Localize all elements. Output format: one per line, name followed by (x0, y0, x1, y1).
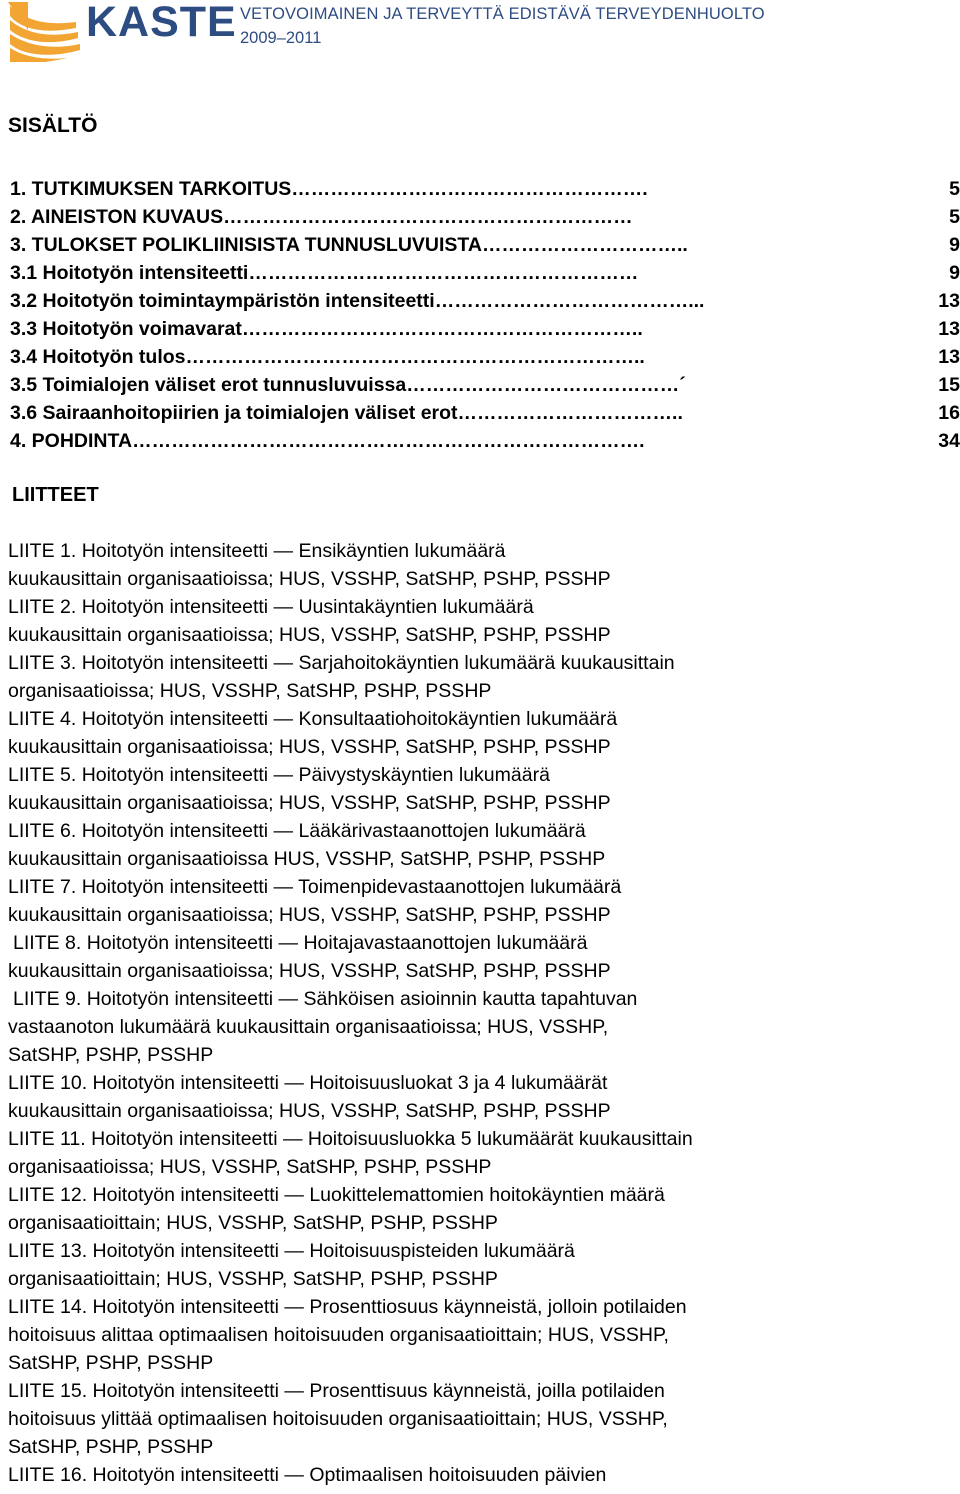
toc-item-page: 13 (938, 290, 960, 312)
toc-item-label: 1. TUTKIMUKSEN TARKOITUS………………………………………………. (10, 178, 648, 200)
appendix-line: SatSHP, PSHP, PSSHP (8, 1436, 214, 1458)
kaste-logo (6, 0, 237, 62)
appendix-line: vastaanoton lukumäärä kuukausittain organisaatioissa; HUS, VSSHP, (8, 1016, 609, 1038)
appendix-line: kuukausittain organisaatioissa; HUS, VSSHP, SatSHP, PSHP, PSSHP (8, 1100, 611, 1122)
appendix-line: Hoitotyön intensiteetti — Ensikäyntien lukumäärä (81, 540, 506, 562)
appendix-id: LIITE 5. (8, 764, 77, 786)
appendix-line: kuukausittain organisaatioissa HUS, VSSHP, SatSHP, PSHP, PSSHP (8, 848, 606, 870)
appendix-line: hoitoisuus alittaa optimaalisen hoitoisuuden organisaatioittain; HUS, VSSHP, (8, 1324, 669, 1346)
toc-item-page: 15 (938, 374, 960, 396)
toc-item[interactable] (10, 399, 960, 427)
toc-item-label: 4. POHDINTA……………………………………………………………………. (10, 430, 645, 452)
appendix-line: Hoitotyön intensiteetti — Sarjahoitokäyntien lukumäärä kuukausittain (81, 652, 675, 674)
toc-item[interactable] (10, 315, 960, 343)
appendix-line: organisaatioittain; HUS, VSSHP, SatSHP, PSHP, PSSHP (8, 1212, 498, 1234)
page-header (0, 0, 960, 64)
appendix-id: LIITE 14. (8, 1296, 88, 1318)
appendix-id: LIITE 16. (8, 1464, 88, 1486)
toc-item-label: 3.3 Hoitotyön voimavarat…………………………………………………….. (10, 318, 643, 340)
appendix-line: Hoitotyön intensiteetti — Konsultaatiohoitokäyntien lukumäärä (81, 708, 618, 730)
toc-item-page: 5 (949, 206, 960, 228)
toc-item-page: 13 (938, 318, 960, 340)
appendix-line: kuukausittain organisaatioissa; HUS, VSSHP, SatSHP, PSHP, PSSHP (8, 568, 611, 590)
appendix-line: organisaatioittain; HUS, VSSHP, SatSHP, PSHP, PSSHP (8, 1268, 498, 1290)
appendix-item[interactable] (8, 1181, 953, 1237)
appendix-line: Hoitotyön intensiteetti — Hoitoisuusluokat 3 ja 4 lukumäärät (92, 1072, 608, 1094)
appendix-line: kuukausittain organisaatioissa; HUS, VSSHP, SatSHP, PSHP, PSSHP (8, 736, 611, 758)
appendix-line: Hoitotyön intensiteetti — Toimenpidevastaanottojen lukumäärä (81, 876, 622, 898)
toc-item[interactable] (10, 287, 960, 315)
appendix-item[interactable] (8, 1293, 953, 1377)
appendix-item[interactable] (8, 649, 953, 705)
appendix-id: LIITE 10. (8, 1072, 88, 1094)
appendix-id: LIITE 2. (8, 596, 77, 618)
toc-item[interactable] (10, 203, 960, 231)
toc-item[interactable] (10, 175, 960, 203)
toc-item-label: 2. AINEISTON KUVAUS……………………………………………………… (10, 206, 633, 228)
appendix-line: organisaatioissa; HUS, VSSHP, SatSHP, PSHP, PSSHP (8, 1156, 492, 1178)
appendix-line: SatSHP, PSHP, PSSHP (8, 1352, 214, 1374)
appendix-item[interactable] (8, 761, 953, 817)
appendix-item[interactable] (8, 705, 953, 761)
appendix-line: Hoitotyön intensiteetti — Prosenttiosuus käynneistä, jolloin potilaiden (92, 1296, 687, 1318)
appendix-line: kuukausittain organisaatioissa; HUS, VSSHP, SatSHP, PSHP, PSSHP (8, 904, 611, 926)
toc-item-page: 5 (949, 178, 960, 200)
appendix-item[interactable] (8, 593, 953, 649)
appendix-list (8, 537, 953, 1489)
appendix-item[interactable] (8, 1377, 953, 1461)
appendix-item[interactable] (8, 1125, 953, 1181)
appendix-item[interactable] (8, 1237, 953, 1293)
appendix-line: kuukausittain organisaatioissa; HUS, VSSHP, SatSHP, PSHP, PSSHP (8, 792, 611, 814)
toc-item-label: 3. TULOKSET POLIKLIINISISTA TUNNUSLUVUISTA………………………….. (10, 234, 688, 256)
appendix-id: LIITE 13. (8, 1240, 88, 1262)
toc-item[interactable] (10, 427, 960, 455)
kaste-logo-icon (6, 0, 86, 62)
appendix-item[interactable] (8, 537, 953, 593)
appendix-id: LIITE 11. (8, 1128, 86, 1150)
appendices-heading: LIITTEET (12, 484, 99, 506)
toc-item-label: 3.2 Hoitotyön toimintaympäristön intensiteetti…………………………………... (10, 290, 705, 312)
toc-item[interactable] (10, 343, 960, 371)
appendix-item[interactable] (8, 929, 953, 985)
appendix-id: LIITE 7. (8, 876, 77, 898)
appendix-id: LIITE 9. (13, 988, 82, 1010)
appendix-line: Hoitotyön intensiteetti — Uusintakäyntien lukumäärä (81, 596, 534, 618)
toc-item-page: 9 (949, 262, 960, 284)
appendix-id: LIITE 4. (8, 708, 77, 730)
appendix-line: Hoitotyön intensiteetti — Luokittelemattomien hoitokäyntien määrä (92, 1184, 665, 1206)
appendix-item[interactable] (8, 873, 953, 929)
appendix-item[interactable] (8, 1461, 953, 1489)
toc-item-page: 34 (938, 430, 960, 452)
appendix-line: Hoitotyön intensiteetti — Sähköisen asioinnin kautta tapahtuvan (86, 988, 638, 1010)
appendix-line: SatSHP, PSHP, PSSHP (8, 1044, 214, 1066)
appendix-item[interactable] (8, 817, 953, 873)
toc-item[interactable] (10, 231, 960, 259)
toc-item-label: 3.5 Toimialojen väliset erot tunnusluvuissa……………………………………´ (10, 374, 686, 396)
toc-heading: SISÄLTÖ (8, 114, 98, 137)
appendix-line: kuukausittain organisaatioissa; HUS, VSSHP, SatSHP, PSHP, PSSHP (8, 624, 611, 646)
appendix-line: organisaatioissa; HUS, VSSHP, SatSHP, PSHP, PSSHP (8, 680, 492, 702)
toc-item[interactable] (10, 259, 960, 287)
appendix-line: Hoitotyön intensiteetti — Prosenttisuus käynneistä, joilla potilaiden (92, 1380, 665, 1402)
appendix-id: LIITE 12. (8, 1184, 88, 1206)
appendix-line: Hoitotyön intensiteetti — Hoitoisuusluokka 5 lukumäärät kuukausittain (91, 1128, 693, 1150)
toc-item-label: 3.6 Sairaanhoitopiirien ja toimialojen väliset erot…………………………….. (10, 402, 683, 424)
toc-item-page: 16 (938, 402, 960, 424)
appendix-line: Hoitotyön intensiteetti — Hoitajavastaanottojen lukumäärä (86, 932, 588, 954)
toc-item-label: 3.1 Hoitotyön intensiteetti…………………………………………………… (10, 262, 639, 284)
appendix-line: hoitoisuus ylittää optimaalisen hoitoisuuden organisaatioittain; HUS, VSSHP, (8, 1408, 668, 1430)
appendix-item[interactable] (8, 1069, 953, 1125)
table-of-contents (10, 175, 960, 455)
appendix-line: kuukausittain organisaatioissa; HUS, VSSHP, SatSHP, PSHP, PSSHP (8, 960, 611, 982)
appendix-id: LIITE 15. (8, 1380, 88, 1402)
appendix-line: Hoitotyön intensiteetti — Hoitoisuuspisteiden lukumäärä (92, 1240, 575, 1262)
appendix-line: Hoitotyön intensiteetti — Lääkärivastaanottojen lukumäärä (81, 820, 586, 842)
toc-item-page: 13 (938, 346, 960, 368)
appendix-id: LIITE 8. (13, 932, 82, 954)
toc-item-label: 3.4 Hoitotyön tulos…………………………………………………………….. (10, 346, 645, 368)
appendix-id: LIITE 3. (8, 652, 77, 674)
header-years: 2009–2011 (240, 29, 322, 47)
appendix-line: Hoitotyön intensiteetti — Päivystyskäyntien lukumäärä (81, 764, 550, 786)
appendix-line: Hoitotyön intensiteetti — Optimaalisen hoitoisuuden päivien (92, 1464, 607, 1486)
appendix-id: LIITE 6. (8, 820, 77, 842)
logo-text: KASTE (86, 0, 237, 46)
appendix-item[interactable] (8, 985, 953, 1069)
toc-item[interactable] (10, 371, 960, 399)
appendix-id: LIITE 1. (8, 540, 77, 562)
header-title: VETOVOIMAINEN JA TERVEYTTÄ EDISTÄVÄ TERVEYDENHUOLTO (240, 5, 765, 23)
toc-item-page: 9 (949, 234, 960, 256)
